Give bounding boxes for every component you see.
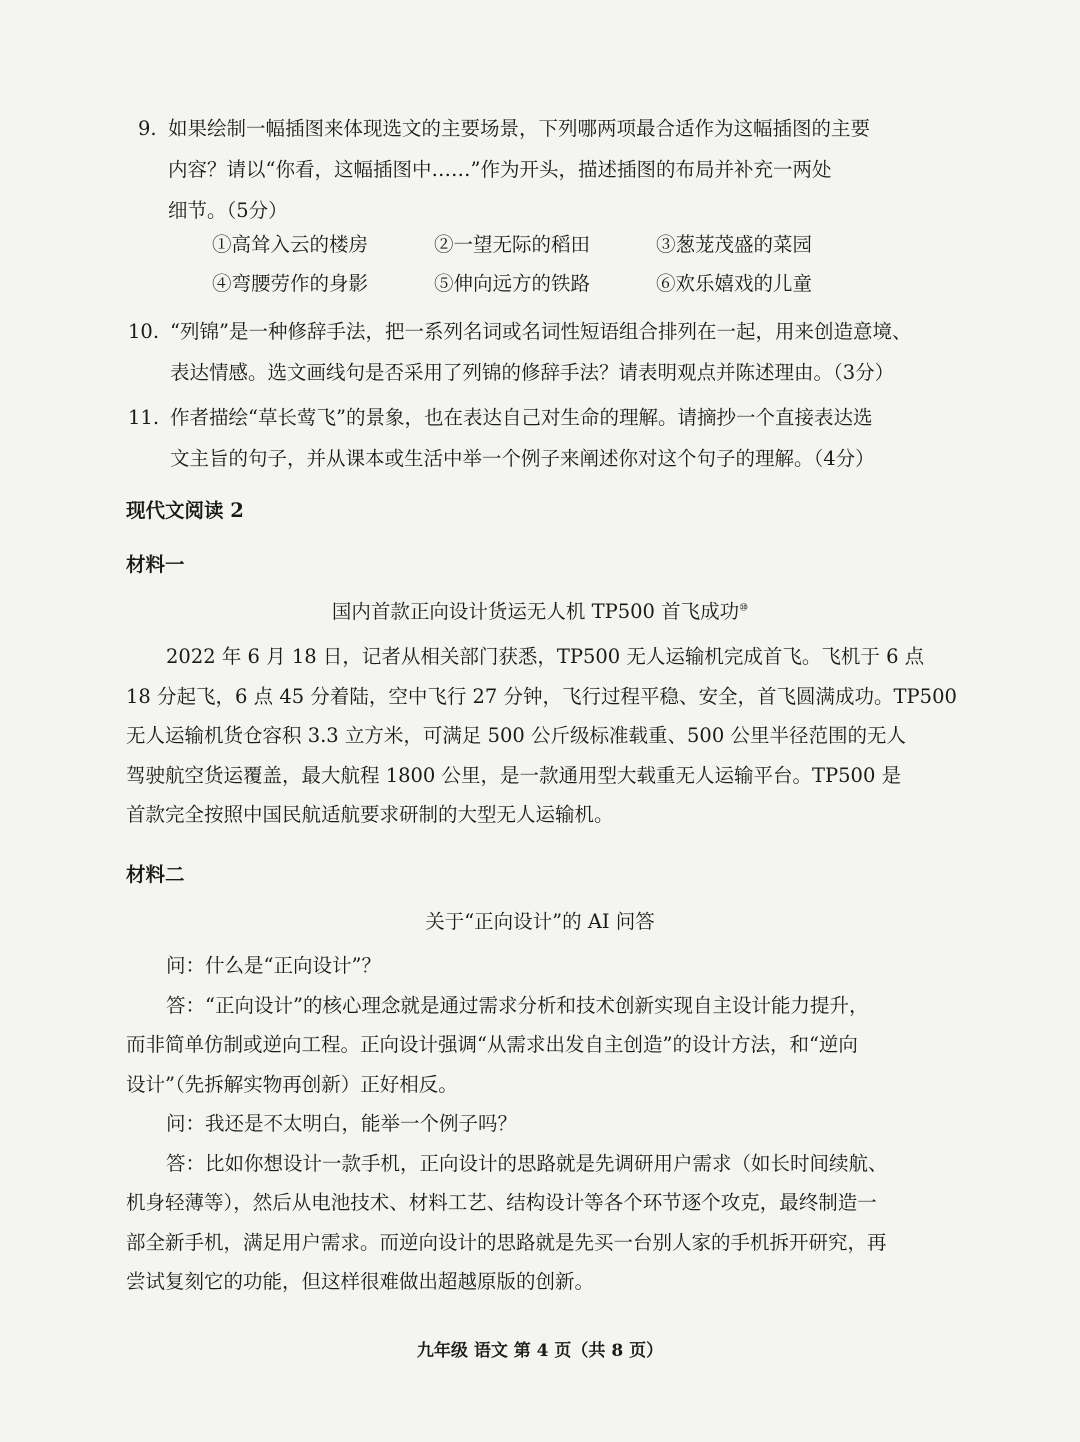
page-footer: 九年级 语文 第 4 页（共 8 页）: [416, 1341, 664, 1361]
material2-body: [126, 946, 926, 1302]
paragraph-line: 问：什么是“正向设计”？: [166, 954, 381, 977]
question-10: [128, 311, 918, 393]
option-list: [212, 225, 878, 303]
section-title: 现代文阅读 2: [126, 499, 244, 522]
option-item: ⑥欢乐嬉戏的儿童: [656, 272, 813, 295]
paragraph-line: 2022 年 6 月 18 日，记者从相关部门获悉，TP500 无人运输机完成首飞。飞机于 6 点: [166, 645, 925, 668]
question-line: 细节。（5分）: [168, 199, 288, 222]
question-line: 作者描绘“草长莺飞”的景象，也在表达自己对生命的理解。请摘抄一个直接表达选: [170, 406, 873, 429]
material2-label: 材料二: [126, 863, 185, 886]
option-row: [212, 264, 878, 303]
paragraph-line: 而非简单仿制或逆向工程。正向设计强调“从需求出发自主创造”的设计方法，和“逆向: [126, 1033, 858, 1056]
material1-title: [0, 596, 1080, 624]
paragraph-line: 机身轻薄等），然后从电池技术、材料工艺、结构设计等各个环节逐个攻克，最终制造一: [126, 1191, 877, 1214]
option-item: ⑤伸向远方的铁路: [434, 272, 591, 295]
question-number: 10.: [128, 320, 160, 343]
footnote-mark: ⑩: [739, 602, 749, 614]
material2-title: 关于“正向设计”的 AI 问答: [425, 910, 655, 933]
question-9: [138, 108, 928, 231]
option-item: ④弯腰劳作的身影: [212, 272, 369, 295]
paragraph-line: 设计”（先拆解实物再创新）正好相反。: [126, 1072, 458, 1096]
option-item: ②一望无际的稻田: [434, 233, 591, 256]
paragraph-line: 18 分起飞，6 点 45 分着陆，空中飞行 27 分钟，飞行过程平稳、安全，首飞圆满成功。TP500: [126, 684, 957, 708]
material1-title-text: 国内首款正向设计货运无人机 TP500 首飞成功: [331, 600, 740, 623]
option-item: ①高耸入云的楼房: [212, 233, 369, 256]
question-number: 9.: [138, 117, 157, 140]
paragraph-line: 问：我还是不太明白，能举一个例子吗？: [166, 1112, 518, 1135]
question-line: “列锦”是一种修辞手法，把一系列名词或名词性短语组合排列在一起，用来创造意境、: [170, 320, 912, 343]
paragraph-line: 无人运输机货仓容积 3.3 立方米，可满足 500 公斤级标准载重、500 公里半径范围的无人: [126, 724, 906, 747]
option-row: [212, 225, 878, 264]
paragraph-line: 部全新手机，满足用户需求。而逆向设计的思路就是先买一台别人家的手机拆开研究，再: [126, 1230, 887, 1254]
paragraph-line: 答：“正向设计”的核心理念就是通过需求分析和技术创新实现自主设计能力提升，: [166, 993, 869, 1017]
question-number: 11.: [128, 406, 160, 429]
material1-label: 材料一: [126, 553, 185, 576]
paragraph-line: 首款完全按照中国民航适航要求研制的大型无人运输机。: [126, 803, 614, 826]
question-11: [128, 397, 918, 479]
question-line: 如果绘制一幅插图来体现选文的主要场景，下列哪两项最合适作为这幅插图的主要: [168, 117, 871, 140]
question-line: 内容？请以“你看，这幅插图中……”作为开头，描述插图的布局并补充一两处: [168, 158, 832, 181]
paragraph-line: 尝试复刻它的功能，但这样很难做出超越原版的创新。: [126, 1270, 595, 1293]
question-line: 表达情感。选文画线句是否采用了列锦的修辞手法？请表明观点并陈述理由。（3分）: [170, 361, 895, 384]
paragraph-line: 答：比如你想设计一款手机，正向设计的思路就是先调研用户需求（如长时间续航、: [166, 1151, 888, 1175]
material1-body: [126, 637, 957, 835]
question-line: 文主旨的句子，并从课本或生活中举一个例子来阐述你对这个句子的理解。（4分）: [170, 447, 875, 470]
paragraph-line: 驾驶航空货运覆盖，最大航程 1800 公里，是一款通用型大载重无人运输平台。TP500 是: [126, 763, 902, 787]
option-item: ③葱茏茂盛的菜园: [656, 233, 813, 256]
